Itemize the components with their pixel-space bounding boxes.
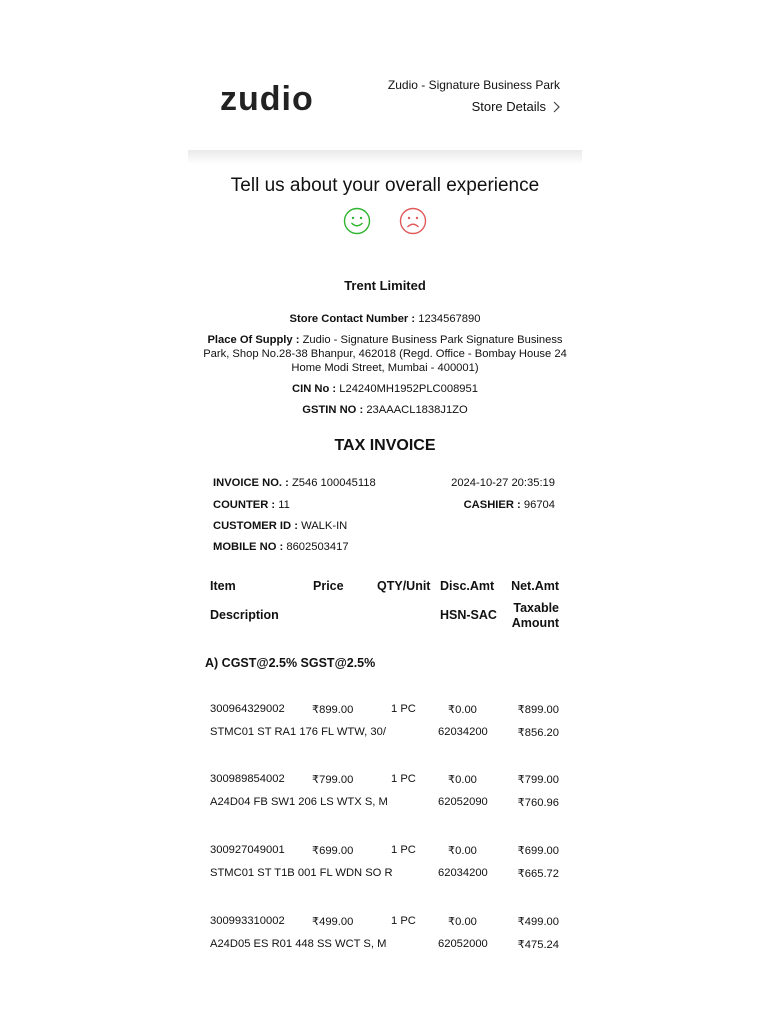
store-details-link[interactable] [472,99,560,114]
row-taxable: ₹475.24 [517,939,559,951]
row-qty: 1 PC [391,844,416,856]
row-net: ₹899.00 [517,704,559,716]
header-net: Net.Amt [511,579,559,593]
row-item: 300964329002 [210,703,285,715]
place-of-supply-line-3: Home Modi Street, Mumbai - 400001) [291,362,479,374]
row-price: ₹799.00 [312,774,354,786]
row-qty: 1 PC [391,915,416,927]
place-of-supply-label: Place Of Supply : [207,334,300,346]
customer-id [213,520,347,532]
row-taxable: ₹760.96 [517,797,559,809]
row-item: 300927049001 [210,844,285,856]
tax-invoice-title: TAX INVOICE [334,437,436,454]
header-qty: QTY/Unit [377,579,431,593]
cashier-value: 96704 [523,499,555,511]
row-description: STMC01 ST RA1 176 FL WTW, 30/ [210,726,386,738]
row-disc: ₹0.00 [448,774,477,786]
row-hsn: 62052090 [438,796,488,808]
row-taxable: ₹665.72 [517,868,559,880]
zudio-logo: zudio [220,80,314,118]
header-taxable [512,601,559,631]
invoice-number [213,477,376,489]
counter-label: COUNTER : [213,499,276,511]
header-taxable-line-1: Taxable [513,601,559,615]
customer-id-label: CUSTOMER ID : [213,520,298,532]
row-qty: 1 PC [391,773,416,785]
row-disc: ₹0.00 [448,704,477,716]
store-header [188,60,582,156]
store-contact-label: Store Contact Number : [289,313,416,325]
header-item: Item [210,579,236,593]
row-description: A24D05 ES R01 448 SS WCT S, M [210,938,387,950]
store-contact [200,312,570,326]
chevron-right-icon [552,101,560,113]
counter-value: 11 [278,499,290,511]
store-name: Zudio - Signature Business Park [387,78,560,92]
row-hsn: 62034200 [438,726,488,738]
cin-label: CIN No : [292,383,337,395]
place-of-supply-line-1: Zudio - Signature Business Park Signature Business [302,334,563,346]
invoice-number-label: INVOICE NO. : [213,477,289,489]
gstin-label: GSTIN NO : [302,404,364,416]
row-net: ₹799.00 [517,774,559,786]
feedback-title: Tell us about your overall experience [230,175,540,196]
customer-id-value: WALK-IN [301,520,348,532]
row-hsn: 62052000 [438,938,488,950]
row-hsn: 62034200 [438,867,488,879]
row-item: 300989854002 [210,773,285,785]
cashier [464,499,555,511]
tax-section-heading: A) CGST@2.5% SGST@2.5% [205,656,376,670]
row-description: STMC01 ST T1B 001 FL WDN SO R [210,867,393,879]
header-price: Price [313,579,344,593]
place-of-supply [200,333,570,347]
row-price: ₹699.00 [312,845,354,857]
company-name: Trent Limited [344,278,426,293]
row-price: ₹899.00 [312,704,354,716]
mobile-number-label: MOBILE NO : [213,541,284,553]
row-disc: ₹0.00 [448,916,477,928]
header-description: Description [210,608,279,622]
row-net: ₹499.00 [517,916,559,928]
header-disc: Disc.Amt [440,579,495,593]
happy-face-icon[interactable] [343,207,371,235]
store-details-label: Store Details [471,99,546,114]
gstin-number [200,403,570,417]
row-disc: ₹0.00 [448,845,477,857]
header-divider [188,150,582,164]
row-net: ₹699.00 [517,845,559,857]
row-qty: 1 PC [391,703,416,715]
sad-face-icon[interactable] [399,207,427,235]
header-hsn: HSN-SAC [440,608,497,622]
row-item: 300993310002 [210,915,285,927]
mobile-number-value: 8602503417 [286,541,349,553]
cashier-label: CASHIER : [463,499,521,511]
row-taxable: ₹856.20 [517,727,559,739]
place-of-supply-line-2: Park, Shop No.28-38 Bhanpur, 462018 (Regd. Office - Bombay House 24 [203,348,567,360]
row-description: A24D04 FB SW1 206 LS WTX S, M [210,796,388,808]
invoice-datetime: 2024-10-27 20:35:19 [451,477,555,489]
header-taxable-line-2: Amount [511,616,559,630]
store-contact-value: 1234567890 [418,313,481,325]
row-price: ₹499.00 [312,916,354,928]
mobile-number [213,541,349,553]
counter [213,499,290,511]
cin-number [200,382,570,396]
invoice-number-value: Z546 100045118 [291,477,376,489]
cin-value: L24240MH1952PLC008951 [339,383,478,395]
gstin-value: 23AAACL1838J1ZO [366,404,468,416]
